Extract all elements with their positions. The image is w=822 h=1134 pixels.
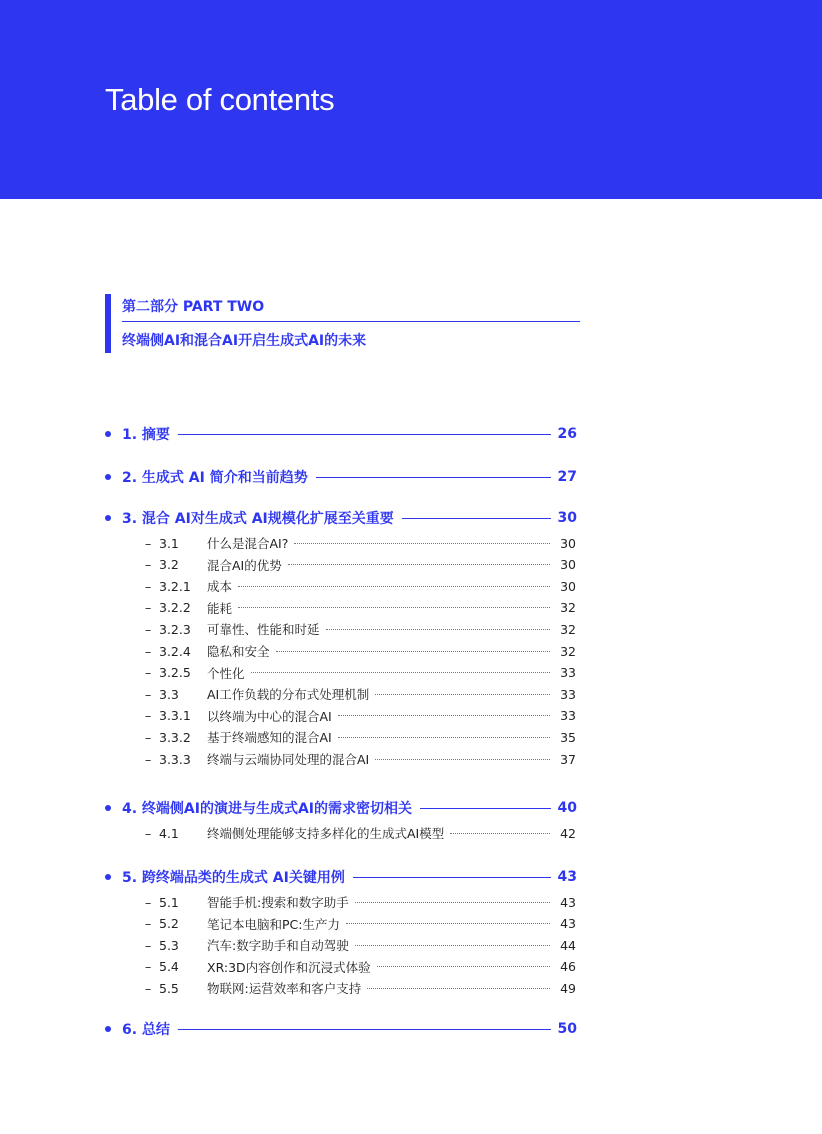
toc-subsection-row[interactable] xyxy=(145,824,576,842)
dotted-leader xyxy=(367,988,550,989)
leader-line xyxy=(178,1029,551,1030)
dash-icon: – xyxy=(145,708,152,724)
toc-subsection-number: 5.2 xyxy=(159,916,179,932)
toc-subsection-number: 4.1 xyxy=(159,825,179,841)
dash-icon: – xyxy=(145,959,152,975)
toc-subsection-row[interactable] xyxy=(145,707,576,725)
toc-subsection-label: 成本 xyxy=(207,579,233,595)
toc-subsection-number: 5.5 xyxy=(159,980,179,996)
dotted-leader xyxy=(238,586,550,587)
toc-section-row[interactable] xyxy=(105,507,577,529)
toc-subsection-number: 3.3 xyxy=(159,686,179,702)
toc-section-row[interactable] xyxy=(105,466,577,488)
toc-section-label: 3. 混合 AI对生成式 AI规模化扩展至关重要 xyxy=(122,511,394,527)
toc-subsection-row[interactable] xyxy=(145,750,576,768)
toc-subsection-number: 3.2.2 xyxy=(159,600,191,616)
bullet-icon xyxy=(105,515,111,521)
dash-icon: – xyxy=(145,980,152,996)
bullet-icon xyxy=(105,474,111,480)
toc-subsection-label: 以终端为中心的混合AI xyxy=(207,708,332,724)
toc-subsection-label: 什么是混合AI? xyxy=(207,536,289,551)
toc-subsection-number: 3.2.4 xyxy=(159,643,191,659)
dotted-leader xyxy=(251,672,550,673)
toc-subsection-page: 44 xyxy=(560,937,576,953)
toc-subsection-label: XR:3D内容创作和沉浸式体验 xyxy=(207,959,371,975)
toc-section-page: 50 xyxy=(557,1021,577,1037)
toc-section-label: 5. 跨终端品类的生成式 AI关键用例 xyxy=(122,870,345,886)
toc-subsection-row[interactable] xyxy=(145,685,576,703)
toc-subsection-number: 3.3.2 xyxy=(159,729,191,745)
toc-subsection-page: 43 xyxy=(560,894,576,910)
toc-section-row[interactable] xyxy=(105,423,577,445)
dash-icon: – xyxy=(145,686,152,702)
toc-subsection-label: AI工作负载的分布式处理机制 xyxy=(207,687,370,703)
toc-subsection-page: 30 xyxy=(560,557,576,573)
toc-section-label: 6. 总结 xyxy=(122,1022,170,1038)
bullet-icon xyxy=(105,874,111,880)
toc-subsection-row[interactable] xyxy=(145,534,576,552)
leader-line xyxy=(316,477,551,478)
dotted-leader xyxy=(355,902,550,903)
toc-subsection-page: 32 xyxy=(560,643,576,659)
dotted-leader xyxy=(338,715,550,716)
dash-icon: – xyxy=(145,557,152,573)
dash-icon: – xyxy=(145,916,152,932)
toc-subsection-label: 可靠性、性能和时延 xyxy=(207,622,320,638)
toc-subsection-label: 基于终端感知的混合AI xyxy=(207,730,332,746)
bullet-icon xyxy=(105,431,111,437)
toc-subsection-row[interactable] xyxy=(145,728,576,746)
toc-subsection-page: 33 xyxy=(560,686,576,702)
toc-subsection-number: 3.2.3 xyxy=(159,621,191,637)
toc-subsection-row[interactable] xyxy=(145,958,576,976)
dash-icon: – xyxy=(145,937,152,953)
dash-icon: – xyxy=(145,665,152,681)
toc-subsection-row[interactable] xyxy=(145,936,576,954)
dotted-leader xyxy=(377,966,550,967)
toc-subsection-number: 3.2.5 xyxy=(159,665,191,681)
toc-subsection-page: 35 xyxy=(560,729,576,745)
dotted-leader xyxy=(375,694,550,695)
toc-subsection-label: 终端与云端协同处理的混合AI xyxy=(207,752,370,767)
toc-subsection-number: 5.1 xyxy=(159,894,179,910)
leader-line xyxy=(353,877,551,878)
dotted-leader xyxy=(375,759,550,760)
toc-section-page: 43 xyxy=(557,869,577,885)
toc-subsection-page: 43 xyxy=(560,916,576,932)
toc-section-page: 40 xyxy=(557,800,577,816)
toc-section-row[interactable] xyxy=(105,797,577,819)
toc-subsection-label: 汽车:数字助手和自动驾驶 xyxy=(207,938,349,954)
page-title: Table of contents xyxy=(105,82,335,117)
dash-icon: – xyxy=(145,643,152,659)
dotted-leader xyxy=(288,564,550,565)
toc-subsection-label: 能耗 xyxy=(207,600,233,616)
toc-subsection-page: 30 xyxy=(560,578,576,594)
toc-subsection-page: 37 xyxy=(560,751,576,767)
dotted-leader xyxy=(326,629,550,630)
dash-icon: – xyxy=(145,535,152,551)
part-label: 第二部分 PART TWO xyxy=(122,299,265,315)
toc-subsection-number: 5.3 xyxy=(159,937,179,953)
toc-section-page: 30 xyxy=(557,510,577,526)
toc-subsection-page: 33 xyxy=(560,708,576,724)
toc-section-row[interactable] xyxy=(105,1018,577,1040)
part-subtitle: 终端侧AI和混合AI开启生成式AI的未来 xyxy=(122,333,367,349)
toc-subsection-page: 46 xyxy=(560,959,576,975)
toc-subsection-row[interactable] xyxy=(145,915,576,933)
toc-section-row[interactable] xyxy=(105,866,577,888)
toc-subsection-page: 49 xyxy=(560,980,576,996)
toc-subsection-label: 智能手机:搜索和数字助手 xyxy=(207,895,349,910)
leader-line xyxy=(178,434,551,435)
dash-icon: – xyxy=(145,600,152,616)
toc-subsection-row[interactable] xyxy=(145,577,576,595)
bullet-icon xyxy=(105,805,111,811)
toc-subsection-page: 32 xyxy=(560,621,576,637)
dash-icon: – xyxy=(145,751,152,767)
toc-subsection-label: 物联网:运营效率和客户支持 xyxy=(207,981,362,997)
toc-subsection-label: 笔记本电脑和PC:生产力 xyxy=(207,916,340,932)
toc-subsection-row[interactable] xyxy=(145,620,576,638)
toc-section-page: 27 xyxy=(557,469,577,485)
dash-icon: – xyxy=(145,825,152,841)
toc-subsection-number: 3.2.1 xyxy=(159,578,191,594)
dotted-leader xyxy=(238,607,550,608)
dash-icon: – xyxy=(145,729,152,745)
dotted-leader xyxy=(338,737,550,738)
toc-subsection-row[interactable] xyxy=(145,642,576,660)
toc-section-label: 4. 终端侧AI的演进与生成式AI的需求密切相关 xyxy=(122,801,413,817)
toc-subsection-row[interactable] xyxy=(145,599,576,617)
toc-subsection-page: 30 xyxy=(560,535,576,551)
dotted-leader xyxy=(355,945,550,946)
toc-subsection-number: 3.1 xyxy=(159,535,179,551)
toc-section-label: 1. 摘要 xyxy=(122,427,170,443)
toc-subsection-page: 32 xyxy=(560,600,576,616)
leader-line xyxy=(420,808,550,809)
bullet-icon xyxy=(105,1026,111,1032)
toc-subsection-label: 终端侧处理能够支持多样化的生成式AI模型 xyxy=(207,826,445,841)
toc-subsection-number: 3.2 xyxy=(159,557,179,573)
toc-subsection-page: 42 xyxy=(560,825,576,841)
dash-icon: – xyxy=(145,894,152,910)
toc-subsection-number: 3.3.1 xyxy=(159,708,191,724)
toc-subsection-label: 隐私和安全 xyxy=(207,644,270,659)
dotted-leader xyxy=(346,923,550,924)
dash-icon: – xyxy=(145,621,152,637)
dotted-leader xyxy=(276,651,550,652)
toc-section-page: 26 xyxy=(557,426,577,442)
dash-icon: – xyxy=(145,578,152,594)
toc-subsection-label: 个性化 xyxy=(207,665,245,681)
toc-section-label: 2. 生成式 AI 简介和当前趋势 xyxy=(122,470,308,486)
dotted-leader xyxy=(450,833,550,834)
toc-subsection-label: 混合AI的优势 xyxy=(207,557,282,573)
leader-line xyxy=(402,518,551,519)
toc-subsection-number: 3.3.3 xyxy=(159,751,191,767)
toc-subsection-row[interactable] xyxy=(145,979,576,997)
toc-subsection-page: 33 xyxy=(560,665,576,681)
toc-subsection-row[interactable] xyxy=(145,556,576,574)
toc-subsection-row[interactable] xyxy=(145,664,576,682)
dotted-leader xyxy=(294,543,550,544)
toc-subsection-number: 5.4 xyxy=(159,959,179,975)
toc-subsection-row[interactable] xyxy=(145,893,576,911)
